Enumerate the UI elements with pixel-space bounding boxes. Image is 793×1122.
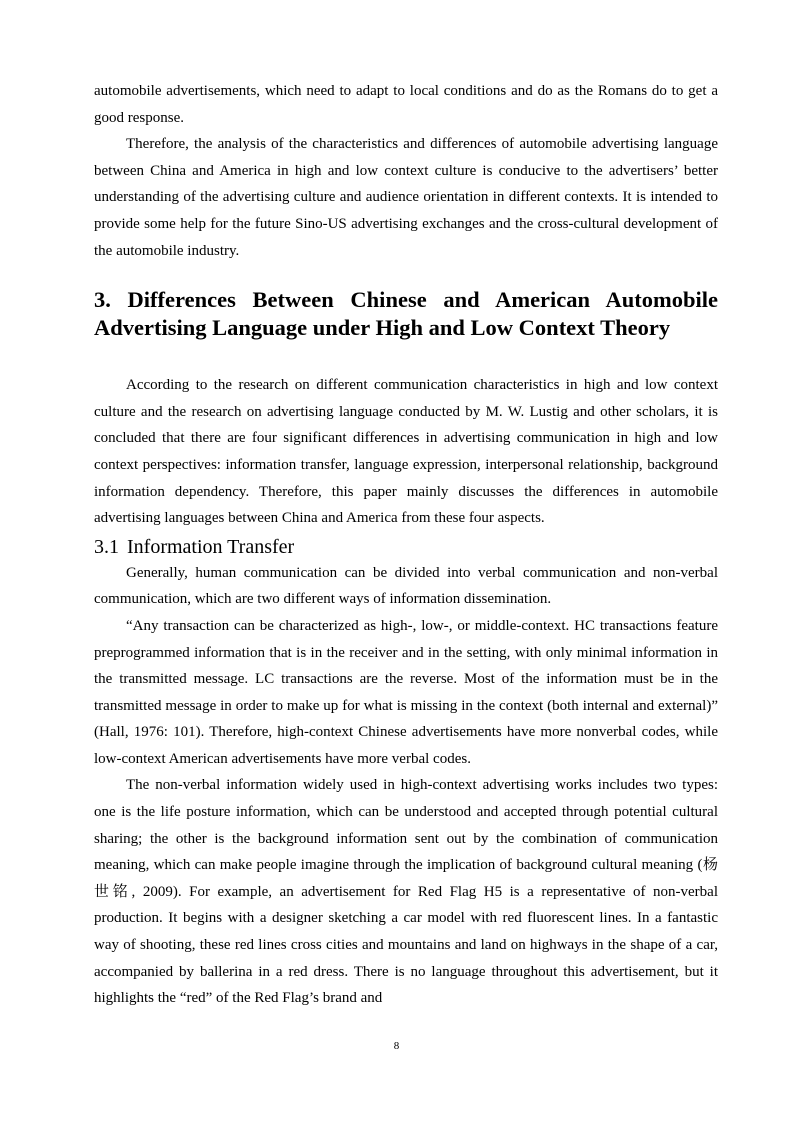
section-heading: 3. Differences Between Chinese and American Automobile Advertising Language under High and Low Context Theory [94, 287, 718, 341]
subsection-number: 3.1 [94, 535, 119, 558]
paragraph-therefore: Therefore, the analysis of the characteristics and differences of automobile advertising language between China and America in high and low context culture is conducive to the advertisers’ better understanding of the advertising culture and audience orientation in different contexts. It is intended to provide some help for the future Sino-US advertising exchanges and the cross-cultural development of the automobile industry. [94, 136, 718, 259]
subsection-heading [94, 535, 718, 559]
section-intro-paragraph: According to the research on different communication characteristics in high and low context culture and the research on advertising language conducted by M. W. Lustig and other scholars, it is concluded that there are four significant differences in advertising communication in high and low context perspectives: information transfer, language expression, interpersonal relationship, background information dependency. Therefore, this paper mainly discusses the differences in automobile advertising languages between China and America from these four aspects. [94, 377, 718, 527]
paragraph-continued: automobile advertisements, which need to adapt to local conditions and do as the Romans do to get a good response. [94, 83, 718, 126]
page-body [94, 78, 718, 1012]
subsection-title: Information Transfer [127, 535, 295, 558]
paragraph-hall-quote: “Any transaction can be characterized as high-, low-, or middle-context. HC transactions feature preprogrammed information that is in the receiver and in the setting, with only minimal information in the transmitted message. LC transactions are the reverse. Most of the information must be in the transmitted message in order to make up for what is missing in the context (both internal and external)” (Hall, 1976: 101). Therefore, high-context Chinese advertisements have more nonverbal codes, while low-context American advertisements have more verbal codes. [94, 617, 718, 767]
paragraph-communication-types: Generally, human communication can be divided into verbal communication and non-verbal communication, which are two different ways of information dissemination. [94, 564, 718, 608]
page-number: 8 [393, 1040, 400, 1052]
paragraph-non-verbal: The non-verbal information widely used in high-context advertising works includes two types: one is the life posture information, which can be understood and accepted through potential cultural sharing; the other is the background information sent out by the combination of communication meaning, which can make people imagine through the implication of background cultural meaning (杨世铭, 2009). For example, an advertisement for Red Flag H5 is a representative of non-verbal production. It begins with a designer sketching a car model with red fluorescent lines. In a fantastic way of shooting, these red lines cross cities and mountains and land on highways in the shape of a car, accompanied by ballerina in a red dress. There is no language throughout this advertisement, but it highlights the “red” of the Red Flag’s brand and [94, 777, 718, 1007]
